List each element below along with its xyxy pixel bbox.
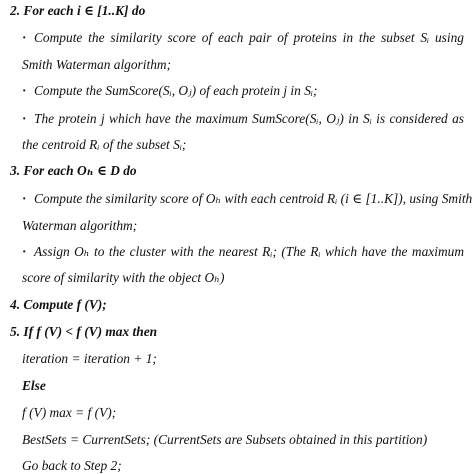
step-3-bullet-1: · Compute the similarity score of Oₕ with each centroid Rᵢ (i ∈ [1..K]), using Smith [22,191,473,206]
step-2-bullet-1: · Compute the similarity score of each pair of proteins in the subset Sᵢ using [22,30,464,45]
step-5-go-back: Go back to Step 2; [22,458,122,473]
step-5-heading: 5. If f (V) < f (V) max then [10,324,158,339]
bullet-icon: · [22,244,27,259]
step-2-bullet-1-cont: Smith Waterman algorithm; [22,57,172,72]
bullet-icon: · [22,30,27,45]
step-2-heading: 2. For each i ∈ [1..K] do [10,3,146,18]
step-5-bestsets: BestSets = CurrentSets; (CurrentSets are Subsets obtained in this partition) [22,432,428,447]
step-3-heading: 3. For each Oₕ ∈ D do [10,163,137,178]
step-5-else: Else [22,378,46,393]
bullet-icon: · [22,111,27,126]
step-3-bullet-2: · Assign Oₕ to the cluster with the nearest Rᵢ; (The Rᵢ which have the maximum [22,244,464,259]
step-5-iteration: iteration = iteration + 1; [22,351,157,366]
step-3-bullet-1-cont: Waterman algorithm; [22,218,138,233]
step-2-bullet-2: · Compute the SumScore(Sᵢ, Oⱼ) of each protein j in Sᵢ; [22,83,318,98]
bullet-icon: · [22,83,27,98]
bullet-icon: · [22,191,27,206]
step-2-bullet-3: · The protein j which have the maximum SumScore(Sᵢ, Oⱼ) in Sᵢ is considered as [22,111,464,126]
step-3-bullet-2-cont: score of similarity with the object Oₕ) [22,270,225,285]
step-2-bullet-3-cont: the centroid Rᵢ of the subset Sᵢ; [22,137,187,152]
step-4: 4. Compute f (V); [10,297,107,312]
step-5-assign-max: f (V) max = f (V); [22,405,117,420]
